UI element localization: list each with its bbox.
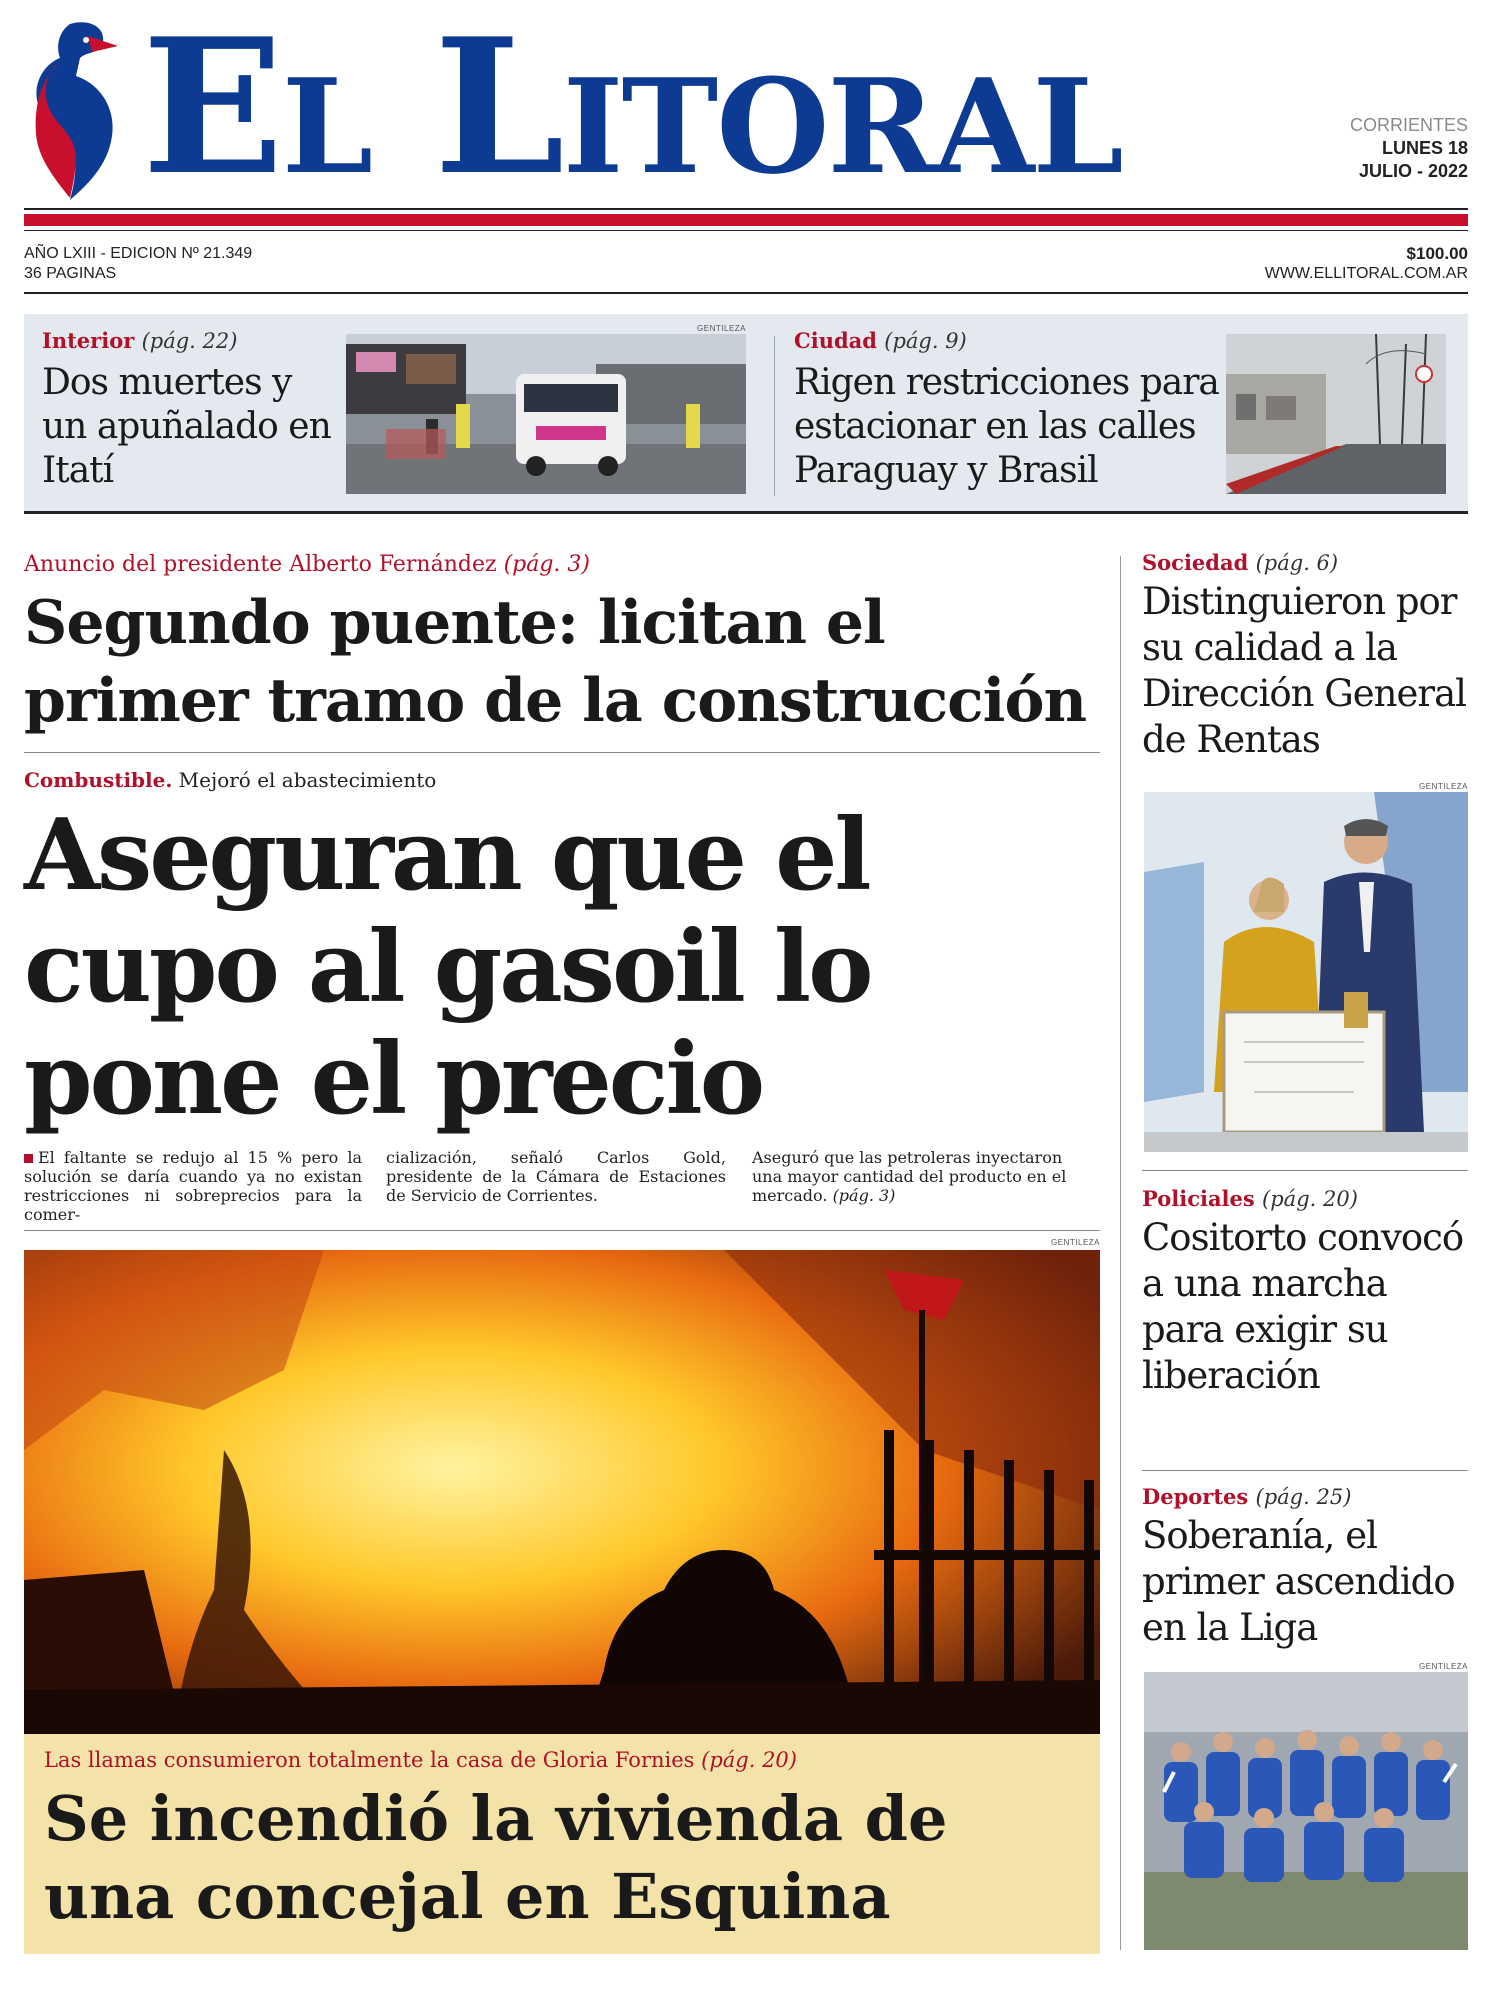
rooster-logo-icon	[30, 18, 122, 204]
masthead-title: El Litoral	[142, 12, 1122, 202]
fuel-kicker	[24, 768, 1100, 792]
award-photo	[1144, 792, 1468, 1152]
bridge-kicker	[24, 552, 1100, 577]
section-label: Deportes	[1142, 1484, 1249, 1509]
page-ref: (pág. 20)	[1262, 1187, 1358, 1211]
masthead-red-rule	[24, 214, 1468, 226]
teaser-ciudad[interactable]	[794, 328, 1234, 493]
page-ref: (pág. 6)	[1255, 551, 1339, 575]
photo-credit: GENTILEZA	[1051, 1238, 1100, 1247]
fire-kicker	[44, 1748, 1084, 1772]
edition-rule	[24, 292, 1468, 294]
edition-number: AÑO LXIII - EDICION Nº 21.349	[24, 245, 253, 262]
masthead-rule	[24, 208, 1468, 210]
story-divider	[24, 1230, 1100, 1231]
kicker-text: Anuncio del presidente Alberto Fernández	[24, 552, 497, 577]
price-info	[1265, 244, 1468, 284]
bullet-icon	[24, 1154, 33, 1163]
story-divider	[24, 752, 1100, 753]
page-ref: (pág. 3)	[503, 552, 590, 577]
fuel-body-col1	[24, 1148, 362, 1224]
fuel-body-col2: cialización, señaló Carlos Gold, presidente de la Cámara de Estaciones de Servicio de Corrientes.	[386, 1148, 726, 1205]
football-team-photo	[1144, 1672, 1468, 1950]
section-label: Combustible.	[24, 768, 173, 792]
photo-credit: GENTILEZA	[1419, 1662, 1468, 1671]
website-link[interactable]: WWW.ELLITORAL.COM.AR	[1264, 265, 1468, 282]
bridge-headline[interactable]: Segundo puente: licitan el primer tramo de la construcción	[24, 588, 1087, 736]
section-label: Ciudad	[794, 328, 877, 353]
month-label: JULIO - 2022	[1358, 161, 1468, 181]
photo-credit: GENTILEZA	[697, 324, 746, 333]
photo-credit: GENTILEZA	[1419, 782, 1468, 791]
page-ref: (pág. 25)	[1255, 1485, 1352, 1509]
price: $100.00	[1406, 244, 1468, 263]
story-policiales[interactable]	[1142, 1186, 1472, 1399]
kicker-text: Mejoró el abastecimiento	[178, 768, 437, 792]
page-ref: (pág. 22)	[141, 329, 238, 353]
city-label: CORRIENTES	[1349, 115, 1468, 135]
side-headline: Soberanía, el primer ascendido en la Liga	[1142, 1514, 1455, 1649]
kicker-text: Las llamas consumieron totalmente la casa de Gloria Fornies	[44, 1748, 695, 1772]
teaser-interior[interactable]	[42, 328, 342, 493]
street-photo	[1226, 334, 1446, 494]
body-text: Aseguró que las petroleras inyectaron una mayor cantidad del producto en el mercado.	[752, 1148, 1067, 1205]
section-label: Sociedad	[1142, 550, 1249, 575]
page-ref: (pág. 20)	[701, 1748, 797, 1772]
ambulance-photo	[346, 334, 746, 494]
edition-info	[24, 244, 252, 284]
teaser-headline: Dos muertes y un apuñalado en Itatí	[42, 362, 331, 491]
side-headline: Distinguieron por su calidad a la Dirección General de Rentas	[1142, 580, 1466, 761]
side-headline: Cositorto convocó a una marcha para exigir su liberación	[1142, 1216, 1464, 1397]
fuel-body-col3	[752, 1148, 1088, 1205]
masthead-rule	[24, 230, 1468, 231]
day-label: LUNES 18	[1381, 138, 1468, 158]
section-label: Interior	[42, 328, 135, 353]
body-text: El faltante se redujo al 15 % pero la solución se daría cuando ya no existan restricciones ni sobreprecios para la comer-	[24, 1148, 362, 1224]
section-label: Policiales	[1142, 1186, 1255, 1211]
fire-photo	[24, 1250, 1100, 1734]
page-ref: (pág. 3)	[832, 1186, 896, 1205]
story-divider	[1142, 1170, 1468, 1171]
fire-headline[interactable]: Se incendió la vivienda de una concejal en Esquina	[44, 1782, 948, 1933]
teaser-headline: Rigen restricciones para estacionar en las calles Paraguay y Brasil	[794, 362, 1219, 491]
date-box	[1350, 114, 1468, 183]
column-divider	[1120, 556, 1121, 1950]
story-deportes[interactable]	[1142, 1484, 1472, 1651]
story-sociedad[interactable]	[1142, 550, 1472, 763]
page-count: 36 PAGINAS	[24, 265, 117, 282]
band-divider	[774, 336, 775, 496]
story-divider	[1142, 1470, 1468, 1471]
fuel-headline[interactable]: Aseguran que el cupo al gasoil lo pone el precio	[24, 798, 871, 1137]
page-ref: (pág. 9)	[884, 329, 967, 353]
